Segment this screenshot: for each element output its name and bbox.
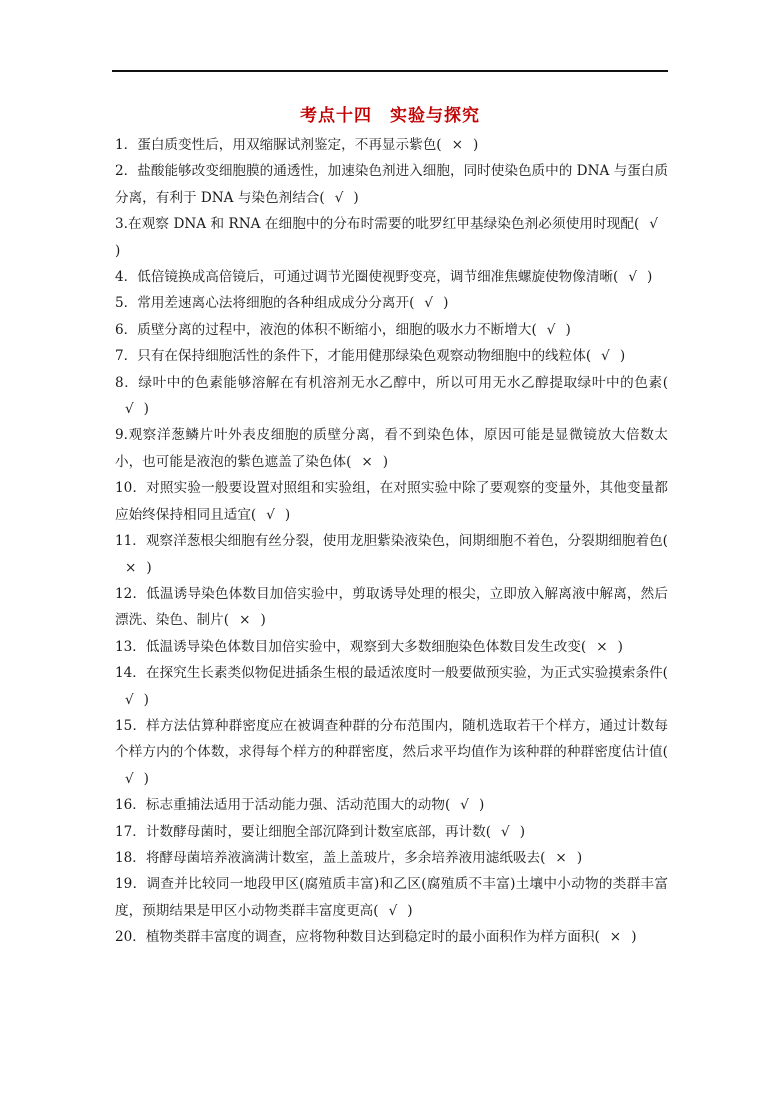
question-text: 3.在观察 DNA 和 RNA 在细胞中的分布时需要的吡罗红甲基绿染色剂必须使用时现配( xyxy=(115,216,640,233)
question-text: 4．低倍镜换成高倍镜后，可通过调节光圈使视野变亮，调节细准焦螺旋使物像清晰( xyxy=(115,269,619,286)
question-item xyxy=(115,660,668,713)
question-text: 18．将酵母菌培养液滴满计数室，盖上盖玻片，多余培养液用滤纸吸去( xyxy=(115,849,546,866)
answer-mark: × xyxy=(239,612,251,629)
question-item xyxy=(115,290,668,316)
answer-mark: √ xyxy=(649,216,658,233)
question-text: 13．低温诱导染色体数目加倍实验中，观察到大多数细胞染色体数目发生改变( xyxy=(115,638,587,655)
close-paren: ) xyxy=(631,929,637,946)
close-paren: ) xyxy=(143,401,149,418)
question-text: 17．计数酵母菌时，要让细胞全部沉降到计数室底部，再计数( xyxy=(115,823,492,840)
answer-mark: √ xyxy=(334,189,344,206)
question-item xyxy=(115,819,668,845)
close-paren: ) xyxy=(284,506,291,523)
question-text: 6．质壁分离的过程中，液泡的体积不断缩小，细胞的吸水力不断增大( xyxy=(115,321,537,338)
question-text: 15．样方法估算种群密度应在被调查种群的分布范围内，随机选取若干个样方，通过计数每个样方内的个体数，求得每个样方的种群密度，然后求平均值作为该种群的种群密度估计值( xyxy=(115,717,668,761)
answer-mark: √ xyxy=(460,797,469,814)
answer-mark: √ xyxy=(125,770,134,787)
question-item xyxy=(115,132,668,158)
question-text: 9.观察洋葱鳞片叶外表皮细胞的质壁分离，看不到染色体，原因可能是显微镜放大倍数太小，也可能是液泡的紫色遮盖了染色体( xyxy=(115,427,668,470)
close-paren: ) xyxy=(382,453,389,470)
question-text: 8．绿叶中的色素能够溶解在有机溶剂无水乙醇中，所以可用无水乙醇提取绿叶中的色素( xyxy=(115,374,668,391)
answer-mark: × xyxy=(125,559,137,576)
answer-mark: √ xyxy=(424,295,434,312)
question-text: 7．只有在保持细胞活性的条件下，才能用健那绿染色观察动物细胞中的线粒体( xyxy=(115,348,592,365)
close-paren: ) xyxy=(353,189,359,206)
close-paren: ) xyxy=(565,321,571,338)
question-text: 11．观察洋葱根尖细胞有丝分裂，使用龙胆紫染液染色，间期细胞不着色，分裂期细胞着色( xyxy=(115,533,668,550)
close-paren: ) xyxy=(647,269,653,286)
answer-mark: √ xyxy=(125,691,134,708)
answer-mark: √ xyxy=(125,401,134,418)
question-item xyxy=(115,343,668,369)
close-paren: ) xyxy=(443,295,449,312)
answer-mark: √ xyxy=(266,506,275,523)
question-text: 10．对照实验一般要设置对照组和实验组，在对照实验中除了要观察的变量外，其他变量都应始终保持相同且适宜( xyxy=(115,480,668,523)
question-item xyxy=(115,317,668,343)
question-item xyxy=(115,211,668,264)
close-paren: ) xyxy=(143,691,149,708)
close-paren: ) xyxy=(260,612,266,629)
answer-mark: × xyxy=(361,453,373,470)
header-rule xyxy=(112,70,668,72)
question-item xyxy=(115,370,668,423)
question-text: 16．标志重捕法适用于活动能力强、活动范围大的动物( xyxy=(115,797,451,814)
question-text: 19．调查并比较同一地段甲区(腐殖质丰富)和乙区(腐殖质不丰富)土壤中小动物的类群丰富度，预期结果是甲区小动物类群丰富度更高( xyxy=(115,876,668,919)
answer-mark: × xyxy=(596,638,608,655)
close-paren: ) xyxy=(519,823,526,840)
close-paren: ) xyxy=(473,137,479,153)
question-item xyxy=(115,792,668,818)
close-paren: ) xyxy=(478,797,485,814)
answer-mark: √ xyxy=(501,823,510,840)
answer-mark: √ xyxy=(601,348,610,365)
question-text: 12．低温诱导染色体数目加倍实验中，剪取诱导处理的根尖，立即放入解离液中解离，然后漂洗、染色、制片( xyxy=(115,585,668,629)
close-paren: ) xyxy=(143,770,149,787)
page-title: 考点十四 实验与探究 xyxy=(300,106,480,126)
close-paren: ) xyxy=(407,902,413,919)
question-item xyxy=(115,581,668,634)
question-text: 20．植物类群丰富度的调查，应将物种数目达到稳定时的最小面积作为样方面积( xyxy=(115,929,600,946)
question-item xyxy=(115,871,668,924)
question-item xyxy=(115,158,668,211)
question-item xyxy=(115,924,668,950)
question-item xyxy=(115,845,668,871)
close-paren: ) xyxy=(576,849,583,866)
answer-mark: √ xyxy=(628,269,637,286)
answer-mark: × xyxy=(609,929,622,946)
question-text: 1．蛋白质变性后，用双缩脲试剂鉴定，不再显示紫色( xyxy=(115,137,442,153)
close-paren: ) xyxy=(617,638,623,655)
question-text: 2．盐酸能够改变细胞膜的通透性，加速染色剂进入细胞，同时使染色质中的 DNA 与蛋白质分离，有利于 DNA 与染色剂结合( xyxy=(115,163,668,206)
question-text: 5．常用差速离心法将细胞的各种组成成分分离开( xyxy=(115,295,415,312)
question-item xyxy=(115,264,668,290)
question-item xyxy=(115,634,668,660)
answer-mark: × xyxy=(451,137,463,153)
question-item xyxy=(115,713,668,792)
answer-mark: × xyxy=(555,849,567,866)
question-list xyxy=(115,132,668,951)
question-item xyxy=(115,422,668,475)
close-paren: ) xyxy=(146,559,152,576)
question-item xyxy=(115,475,668,528)
close-paren: ) xyxy=(619,348,626,365)
close-paren: ) xyxy=(115,242,121,259)
question-text: 14．在探究生长素类似物促进插条生根的最适浓度时一般要做预实验，为正式实验摸索条件( xyxy=(115,665,668,682)
answer-mark: √ xyxy=(546,321,556,338)
answer-mark: √ xyxy=(388,902,398,919)
question-item xyxy=(115,528,668,581)
